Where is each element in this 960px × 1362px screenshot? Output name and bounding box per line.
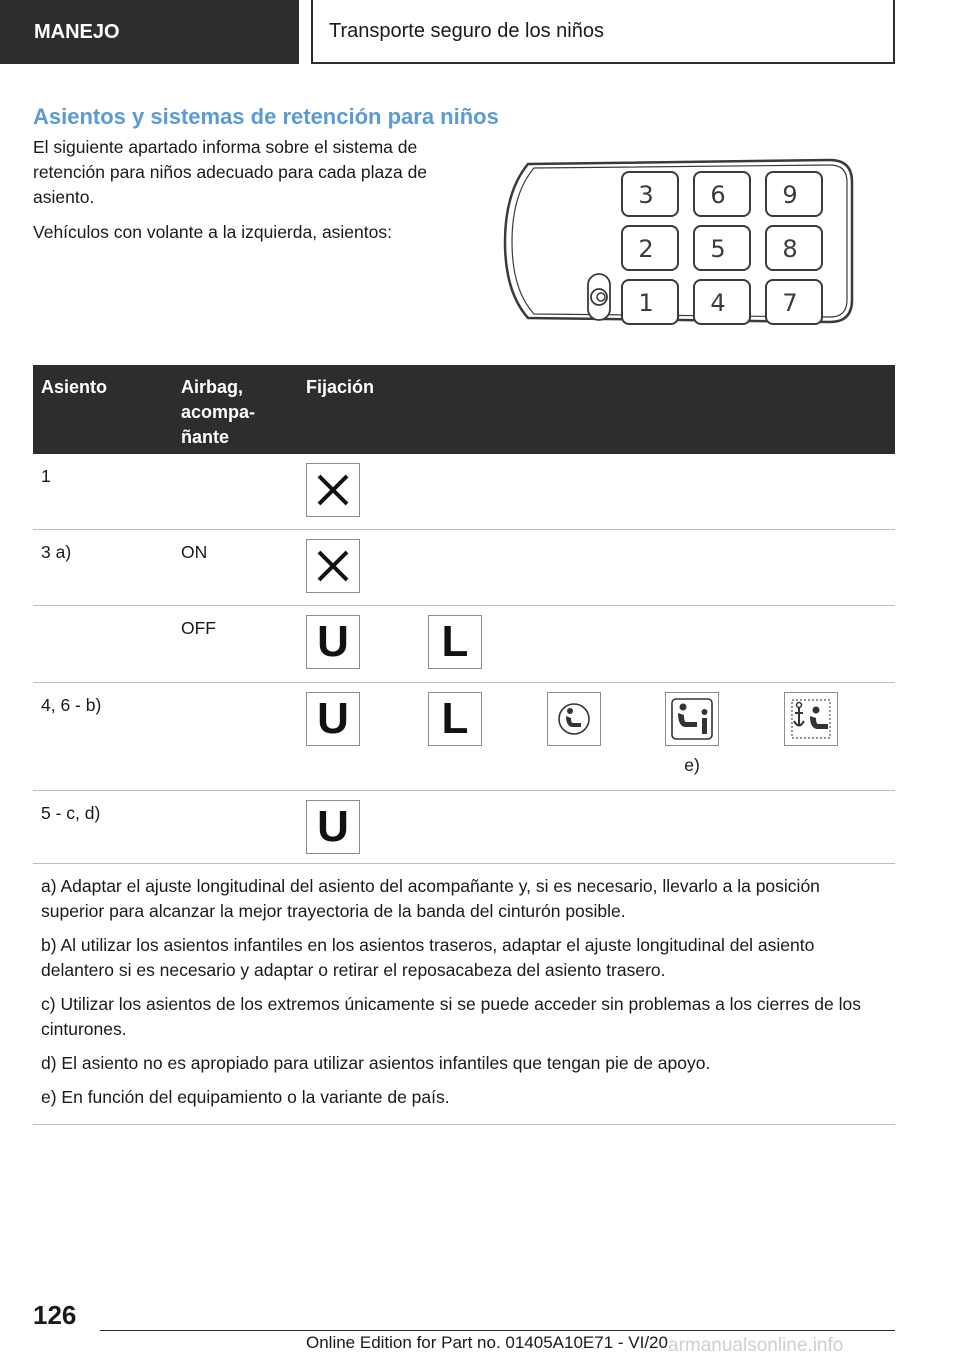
footnote: d) El asiento no es apropiado para utilizar asientos infantiles que tengan pie de apoyo. [41, 1053, 711, 1073]
header-seat: Asiento [41, 377, 108, 397]
header-airbag-line: Airbag, [181, 377, 244, 397]
table-row [33, 791, 895, 866]
watermark: armanualsonline.info [668, 1335, 844, 1356]
seat-cell: 5 - c, d) [41, 803, 101, 823]
not-allowed-icon [306, 539, 360, 593]
seat-number: 8 [782, 235, 798, 263]
universal-symbol: U [306, 692, 360, 746]
footnote: a) Adaptar el ajuste longitudinal del asiento del acompañante y, si es necesario, llevarlo a la posición superior para alcanzar la mejor trayectoria de la banda del cinturón posible. [41, 876, 820, 921]
footnotes [33, 863, 895, 1125]
seat-number: 9 [782, 181, 798, 209]
intro-paragraph: Vehículos con volante a la izquierda, asientos: [33, 222, 392, 242]
child-seat-info-icon [665, 692, 719, 746]
table-row [33, 683, 895, 791]
footer-divider [100, 1330, 895, 1331]
seat-number: 5 [710, 235, 726, 263]
child-seat-icon [547, 692, 601, 746]
seat-number: 7 [782, 289, 798, 317]
seat-layout-diagram [500, 152, 880, 332]
airbag-cell: ON [181, 542, 208, 562]
universal-symbol: U [306, 800, 360, 854]
semi-universal-symbol: L [428, 615, 482, 669]
not-allowed-icon [306, 463, 360, 517]
semi-universal-symbol: L [428, 692, 482, 746]
seat-number: 2 [638, 235, 654, 263]
table-header [33, 365, 895, 454]
intro-paragraph: El siguiente apartado informa sobre el sistema de retención para niños adecuado para cada plaza de asiento. [33, 137, 428, 207]
table-row [33, 530, 895, 606]
table-row [33, 454, 895, 530]
seat-number: 1 [638, 289, 654, 317]
header-airbag-line: acompa- [181, 402, 256, 422]
seat-number: 6 [710, 181, 726, 209]
airbag-cell: OFF [181, 618, 216, 638]
footnote: e) En función del equipamiento o la variante de país. [41, 1087, 450, 1107]
seat-cell: 1 [41, 466, 51, 486]
page-number: 126 [33, 1300, 77, 1330]
footer-edition: Online Edition for Part no. 01405A10E71 - VI/20 [306, 1333, 668, 1352]
seat-cell: 3 a) [41, 542, 72, 562]
header-airbag-line: ñante [181, 427, 230, 447]
steering-wheel-icon [588, 274, 610, 320]
section-title: Asientos y sistemas de retención para niños [33, 104, 499, 129]
universal-symbol: U [306, 615, 360, 669]
footnote: c) Utilizar los asientos de los extremos únicamente si se puede acceder sin problemas a los cierres de los cinturones. [41, 994, 861, 1039]
intro-text [33, 135, 453, 255]
seat-cell: 4, 6 - b) [41, 695, 102, 715]
symbol-footnote: e) [684, 755, 700, 775]
seat-number: 3 [638, 181, 654, 209]
child-seat-anchor-icon [784, 692, 838, 746]
header-fixing: Fijación [306, 377, 375, 397]
footnote: b) Al utilizar los asientos infantiles en los asientos traseros, adaptar el ajuste longitudinal del asiento delantero si es necesario y adaptar o retirar el reposacabeza del asiento trasero. [41, 935, 815, 980]
seat-number: 4 [710, 289, 726, 317]
child-seat-table [33, 365, 895, 866]
header-section: MANEJO [0, 0, 299, 64]
header-chapter: Transporte seguro de los niños [311, 0, 895, 64]
table-row [33, 606, 895, 683]
header-airbag [181, 375, 255, 450]
